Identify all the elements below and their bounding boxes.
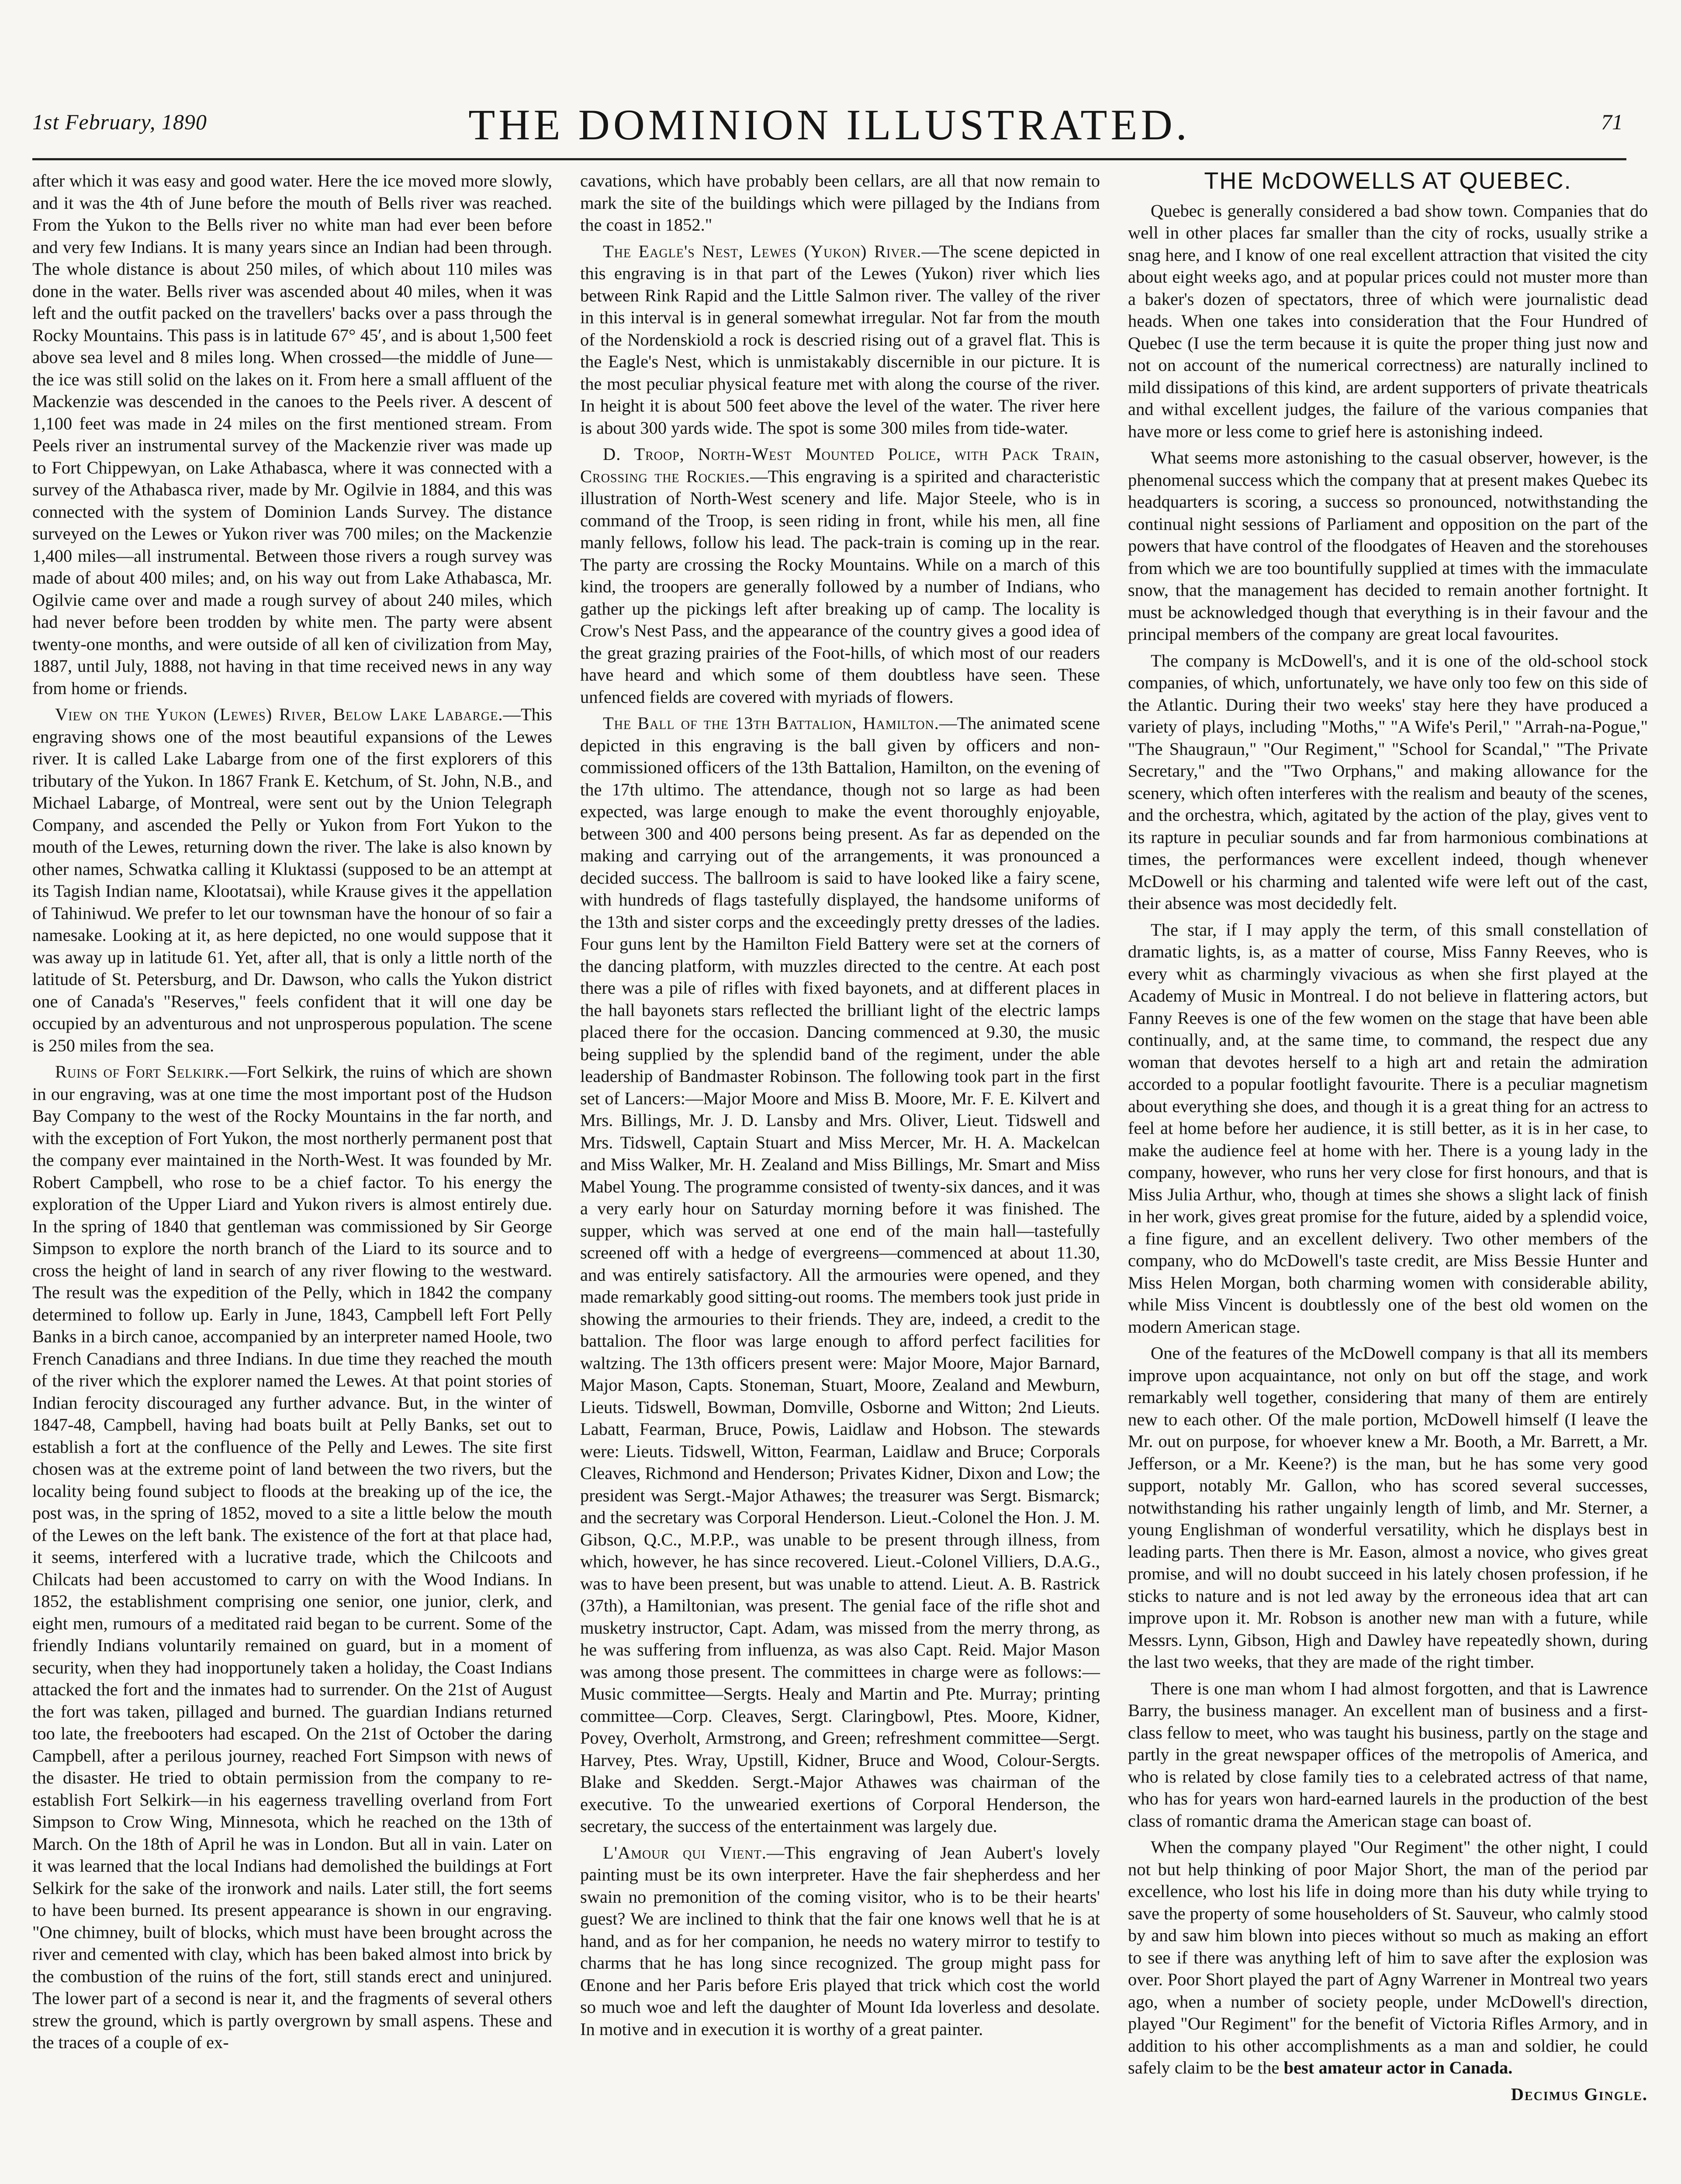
lamour-qui-vient-item [580, 1842, 1100, 2041]
article-paragraph: One of the features of the McDowell company is that all its members improve upon acquaintance, not only on but off the stage, and work remarkably well together, considering that many of them are entirely new to each other. Of the male portion, McDowell himself (I leave the Mr. out on purpose, for whoever knew a Mr. Booth, a Mr. Barrett, a Mr. Jefferson, or a Mr. Keene?) is the man, but he has some very good support, notably Mr. Gallon, who has scored several successes, notwithstanding his rather ungainly length of limb, and Mr. Sterner, a young Englishman of wonderful versatility, which he displays best in leading parts. Then there is Mr. Eason, almost a novice, who gives great promise, and will no doubt succeed in his lately chosen profession, if he sticks to nature and is not led away by the erroneous idea that art can improve upon it. Mr. Robson is another new man with a future, while Messrs. Lynn, Gibson, High and Dawley have repeatedly shown, during the last two weeks, that they are made of the right timber. [1128, 1343, 1648, 1672]
item-heading: Ruins of Fort Selkirk. [55, 1062, 229, 1082]
item-heading: L'Amour qui Vient. [603, 1842, 767, 1863]
column-2 [580, 170, 1100, 2105]
text-columns [32, 168, 1648, 2105]
eagles-nest-item [580, 241, 1100, 439]
yukon-expedition-paragraph: after which it was easy and good water. Here the ice moved more slowly, and it was the 4th of June before the mouth of Bells river was reached. From the Yukon to the Bells river no white man had ever been before and very few Indians. It is many years since an Indian had been through. The whole distance is about 250 miles, of which about 110 miles was done in the water. Bells river was ascended about 40 miles, when it was left and the outfit packed on the travellers' backs over a pass through the Rocky Mountains. This pass is in latitude 67° 45′, and is about 1,500 feet above sea level and 8 miles long. When crossed—the middle of June—the ice was still solid on the lakes on it. From here a small affluent of the Mackenzie was descended in the canoes to the Peels river. A descent of 1,100 feet was made in 24 miles on the first mentioned stream. From Peels river an instrumental survey of the Mackenzie river was made up to Fort Chippewyan, on Lake Athabasca, where it was connected with a survey of the Athabasca river, made by Mr. Ogilvie in 1884, and this was connected with the system of Dominion Lands Survey. The distance surveyed on the Lewes or Yukon river was 700 miles; on the Mackenzie 1,400 miles—all instrumental. Between those rivers a rough survey was made of about 400 miles; and, on his way out from Lake Athabasca, Mr. Ogilvie came over and made a rough survey of about 240 miles, which had never before been trodden by white men. The party were absent twenty-one months, and were outside of all ken of civilization from May, 1887, until July, 1888, not having in that time received news in any way from home or friends. [32, 171, 552, 698]
page-header [32, 100, 1626, 158]
header-rule [32, 158, 1626, 160]
article-paragraph: The company is McDowell's, and it is one of the old-school stock companies, of which, unfortunately, we have only too few on this side of the Atlantic. During their two weeks' stay here they have produced a variety of plays, including "Moths," "A Wife's Peril," "Arrah-na-Pogue," "The Shaugraun," "Our Regiment," "School for Scandal," "The Private Secretary," and the "Two Orphans," and making allowance for the scenery, which often interferes with the realism and beauty of the scenes, and the orchestra, which, agitated by the action of the play, gives vent to its rapture in peculiar sounds and far from harmonious combinations at times, the performances were excellent indeed, though whenever McDowell or his charming and talented wife were left out of the cast, their absence was most decidedly felt. [1128, 650, 1648, 913]
article-paragraph: The star, if I may apply the term, of this small constellation of dramatic lights, is, as a matter of course, Miss Fanny Reeves, who is every whit as charmingly vivacious as when she first played at the Academy of Music in Montreal. I do not believe in flattering actors, but Fanny Reeves is one of the few women on the stage that have been able continually, and, at the same time, to command, the respect due any woman that devotes herself to a high art and retain the admiration accorded to a popular footlight favourite. There is a peculiar magnetism about everything she does, and though it is a great thing for an actress to feel at home before her audience, it is still better, as it is in her case, to make the audience feel at home with her. There is a young lady in the company, however, who runs her very close for first honours, and that is Miss Julia Arthur, who, though at times she shows a slight lack of finish in her work, gives great promise for the future, aided by a splendid voice, a fine figure, and an excellent delivery. Two other members of the company, who do McDowell's taste credit, are Miss Bessie Hunter and Miss Helen Morgan, both charming women with considerable ability, while Miss Vincent is doubtlessly one of the best old women on the modern American stage. [1128, 919, 1648, 1337]
item-body: —The animated scene depicted in this engraving is the ball given by officers and non-commissioned officers of the 13th Battalion, Hamilton, on the evening of the 17th ultimo. The attendance, though not so large as had been expected, was large enough to make the event thoroughly enjoyable, between 300 and 400 persons being present. As far as depended on the making and carrying out of the arrangements, it was pronounced a decided success. The ballroom is said to have looked like a fairy scene, with hundreds of flags tastefully displayed, the handsome uniforms of the 13th and sister corps and the exceedingly pretty dresses of the ladies. Four guns lent by the Hamilton Field Battery were set at the corners of the dancing platform, with muzzles directed to the centre. At each post there was a pile of rifles with fixed bayonets, and at different places in the hall bayonets stars reflected the brilliant light of the electric lamps placed there for the occasion. Dancing commenced at 9.30, the music being supplied by the splendid band of the regiment, under the able leadership of Bandmaster Robinson. The following took part in the first set of Lancers:—Major Moore and Miss B. Moore, Mr. F. E. Kilvert and Mrs. Billings, Mr. J. D. Lansby and Mrs. Oliver, Lieut. Tidswell and Mrs. Tidswell, Captain Stuart and Miss Mercer, Mr. H. A. Mackelcan and Miss Walker, Mr. H. Zealand and Miss Billings, Mr. Smart and Miss Mabel Young. The programme consisted of twenty-six dances, and it was a very early hour on Saturday morning before it was finished. The supper, which was served at one end of the main hall—tastefully screened off with a hedge of evergreens—commenced at about 11.30, and was entirely satisfactory. All the armouries were opened, and they made remarkably good sitting-out rooms. The members took just pride in showing the armouries to their friends. They are, indeed, a credit to the battalion. The floor was large enough to afford perfect facilities for waltzing. The 13th officers present were: Major Moore, Major Barnard, Major Mason, Capts. Stoneman, Stuart, Moore, Zealand and Mewburn, Lieuts. Tidswell, Bowman, Domville, Osborne and Witton; 2nd Lieuts. Labatt, Fearman, Bruce, Powis, Laidlaw and Hobson. The stewards were: Lieuts. Tidswell, Witton, Fearman, Laidlaw and Bruce; Corporals Cleaves, Richmond and Henderson; Privates Kidner, Dixon and Low; the president was Sergt.-Major Athawes; the treasurer was Sergt. Bismarck; and the secretary was Corporal Henderson. Lieut.-Colonel the Hon. J. M. Gibson, Q.C., M.P.P., was unable to be present through illness, from which, however, he has since recovered. Lieut.-Colonel Villiers, D.A.G., was to have been present, but was unable to attend. Lieut. A. B. Rastrick (37th), a Hamiltonian, was present. The genial face of the rifle shot and musketry instructor, Capt. Adam, was missed from the merry throng, as he was suffering from influenza, as was also Capt. Reid. Major Mason was among those present. The committees in charge were as follows:—Music committee—Sergts. Healy and Martin and Pte. Murray; printing committee—Corp. Cleaves, Sergt. Claringbowl, Ptes. Moore, Kidner, Povey, Overholt, Armstrong, and Green; refreshment committee—Sergt. Harvey, Ptes. Wray, Upstill, Kidner, Bruce and Wood, Colour-Sergts. Blake and Skedden. Sergt.-Major Athawes was chairman of the executive. To the unwearied exertions of Corporal Henderson, the secretary, the success of the entertainment was largely due. [580, 713, 1100, 1836]
item-heading: D. Troop, North-West Mounted Police, with Pack Train, Crossing the Rockies. [580, 444, 1100, 486]
lake-labarge-item [32, 704, 552, 1057]
column-3 [1128, 170, 1648, 2105]
item-body: —This engraving shows one of the most beautiful expansions of the Lewes river. It is called Lake Labarge from one of the first explorers of this tributary of the Yukon. In 1867 Frank E. Ketchum, of St. John, N.B., and Michael Labarge, of Montreal, were sent out by the Union Telegraph Company, and ascended the Pelly or Yukon from Fort Yukon to the mouth of the Lewes, returning down the river. The lake is also known by other names, Schwatka calling it Kluktassi (supposed to be an attempt at its Tagish Indian name, Klootatsai), while Krause gives it the appellation of Tahiniwud. We prefer to let our townsman have the honour of so fair a namesake. Looking at it, as here depicted, no one would suppose that it was away up in latitude 61. Yet, after all, that is only a little north of the latitude of St. Petersburg, and Dr. Dawson, who calls the Yukon district one of Canada's "Reserves," feels confident that it will one day be occupied by an adventurous and not unprosperous population. The scene is 250 miles from the sea. [32, 705, 552, 1055]
paragraph-ending: best amateur actor in Canada. [1283, 2058, 1513, 2077]
item-heading: The Eagle's Nest, Lewes (Yukon) River. [603, 241, 922, 261]
article-paragraph: Quebec is generally considered a bad show town. Companies that do well in other places far smaller than the city of rocks, usually strike a snag here, and I know of one real excellent attraction that visited the city about eight weeks ago, and at popular prices could not muster more than a baker's dozen of spectators, three of which were journalistic dead heads. When one takes into consideration that the Four Hundred of Quebec (I use the term because it is quite the proper thing just now and not on account of the numerical correctness) are naturally inclined to mild dissipations of this kind, are ardent supporters of private theatricals and withal excellent judges, the failure of the various companies that have more or less come to grief here is astonishing indeed. [1128, 200, 1648, 441]
item-body: —This engraving is a spirited and characteristic illustration of North-West scenery and life. Major Steele, who is in command of the Troop, is seen riding in front, while his men, all fine manly fellows, follow his lead. The pack-train is coming up in the rear. The party are crossing the Rocky Mountains. While on a march of this kind, the troopers are generally followed by a number of Indians, who gather up the pickings left after breaking up of camp. The locality is Crow's Nest Pass, and the appearance of the country gives a good idea of the great grazing prairies of the Foot-hills, of which most of our readers have heard and which some of them doubtless have seen. These unfenced fields are covered with myriads of flowers. [580, 466, 1100, 707]
article-title: THE McDOWELLS AT QUEBEC. [1204, 168, 1572, 194]
item-body: —Fort Selkirk, the ruins of which are shown in our engraving, was at one time the most important post of the Hudson Bay Company to the west of the Rocky Mountains in the far north, and with the exception of Fort Yukon, the most northerly permanent post that the company ever maintained in the North-West. It was founded by Mr. Robert Campbell, who rose to be a chief factor. To his energy the exploration of the Upper Liard and Yukon rivers is almost entirely due. In the spring of 1840 that gentleman was commissioned by Sir George Simpson to explore the north branch of the Liard to its source and to cross the height of land in search of any river flowing to the westward. The result was the expedition of the Pelly, which in 1842 the company determined to follow up. Early in June, 1843, Campbell left Fort Pelly Banks in a birch canoe, accompanied by an interpreter named Hoole, two French Canadians and three Indians. In due time they reached the mouth of the river which the explorer named the Lewes. At that point stories of Indian ferocity discouraged any further advance. But, in the winter of 1847-48, Campbell, having had boats built at Pelly Banks, set out to establish a fort at the confluence of the Pelly and Lewes. The site first chosen was at the extreme point of land between the two rivers, but the locality being found subject to floods at the breaking up of the ice, the post was, in the spring of 1852, moved to a site a little below the mouth of the Lewes on the left bank. The existence of the fort at that place had, it seems, interfered with a lucrative trade, which the Chilcoots and Chilcats had been accustomed to carry on with the Wood Indians. In 1852, the establishment comprising one senior, one junior, clerk, and eight men, rumours of a meditated raid began to be current. Some of the friendly Indians voluntarily remained on guard, but in a moment of security, when they had inopportunely taken a holiday, the Coast Indians attacked the fort and the inmates had to surrender. On the 21st of August the fort was taken, pillaged and burned. The guardian Indians returned too late, the freebooters had escaped. On the 21st of October the daring Campbell, after a perilous journey, reached Fort Simpson with news of the disaster. He tried to obtain permission from the company to re-establish Fort Selkirk—in his eagerness travelling overland from Fort Simpson to Crow Wing, Minnesota, which he reached on the 13th of March. On the 18th of April he was in London. But all in vain. Later on it was learned that the local Indians had demolished the buildings at Fort Selkirk for the sake of the ironwork and nails. Later still, the fort seems to have been burned. Its present appearance is shown in our engraving. "One chimney, built of blocks, which must have been brought across the river and cemented with clay, which has been baked almost into brick by the combustion of the ruins of the fort, still stands erect and uninjured. The lower part of a second is near it, and the fragments of several others strew the ground, which is partly overgrown by small aspens. These and the traces of a couple of ex- [32, 1062, 552, 2052]
fort-selkirk-item [32, 1061, 552, 2054]
item-heading: View on the Yukon (Lewes) River, Below Lake Labarge. [55, 705, 503, 724]
paragraph-text: When the company played "Our Regiment" the other night, I could not but help thinking of poor Major Short, the man of the period par excellence, who lost his life in doing more than his duty while trying to save the property of some householders of St. Sauveur, who calmly stood by and saw him blown into pieces without so much as making an effort to see if there was anything left of him to save after the explosion was over. Poor Short played the part of Agny Warrener in Montreal two years ago, when a number of society people, under McDowell's direction, played "Our Regiment" for the benefit of Victoria Rifles Armory, and in addition to his other accomplishments as a man and soldier, he could safely claim to be the [1128, 1837, 1648, 2077]
article-paragraph [1128, 1836, 1648, 2079]
fort-selkirk-continued: cavations, which have probably been cellars, are all that now remain to mark the site of the buildings which were pillaged by the Indians from the coast in 1852." [580, 171, 1100, 235]
author-signature: Decimus Gingle. [1511, 2084, 1648, 2104]
column-1 [32, 170, 552, 2105]
article-paragraph: There is one man whom I had almost forgotten, and that is Lawrence Barry, the business manager. An excellent man of business and a first-class fellow to meet, who was taught his business, partly on the stage and partly in the great newspaper offices of the metropolis of America, and who is related by close family ties to a celebrated actress of that name, who has for years won hard-earned laurels in the production of the best class of romantic drama the American stage can boast of. [1128, 1678, 1648, 1831]
item-body: —This engraving of Jean Aubert's lovely painting must be its own interpreter. Have the fair shepherdess and her swain no premonition of the coming visitor, who is to be their hearts' guest? We are inclined to think that the fair one knows well that he is at hand, and as for her companion, he needs no watery mirror to testify to charms that he has long since recognized. The group might pass for Œnone and her Paris before Eris played that trick which cost the world so much woe and left the daughter of Mount Ida loverless and desolate. In motive and in execution it is worthy of a great painter. [580, 1842, 1100, 2039]
issue-date: 1st February, 1890 [32, 110, 207, 134]
battalion-ball-item [580, 712, 1100, 1838]
masthead-title: THE DOMINION ILLUSTRATED. [468, 100, 1190, 149]
item-heading: The Ball of the 13th Battalion, Hamilton. [603, 713, 939, 733]
item-body: —The scene depicted in this engraving is in that part of the Lewes (Yukon) river which lies between Rink Rapid and the Little Salmon river. The valley of the river in this interval is in general somewhat irregular. Not far from the mouth of the Nordenskiold a rock is descried rising out of a gravel flat. This is the Eagle's Nest, which is unmistakably discernible in our picture. It is the most peculiar physical feature met with along the course of the river. In height it is about 500 feet above the level of the water. The river here is about 300 yards wide. The spot is some 300 miles from tide-water. [580, 241, 1100, 438]
page-number: 71 [1601, 110, 1623, 134]
author-signature-line [1128, 2084, 1648, 2106]
nwmp-troop-item [580, 443, 1100, 708]
article-paragraph: What seems more astonishing to the casual observer, however, is the phenomenal success which the company that at present makes Quebec its headquarters is scoring, a success so pronounced, notwithstanding the continual night sessions of Parliament and opposition on the part of the powers that have control of the floodgates of Heaven and the storehouses from which we are too bountifully supplied at times with the immaculate snow, that the management has decided to remain another fortnight. It must be acknowledged though that everything is in their favour and the principal members of the company are great local favourites. [1128, 448, 1648, 644]
